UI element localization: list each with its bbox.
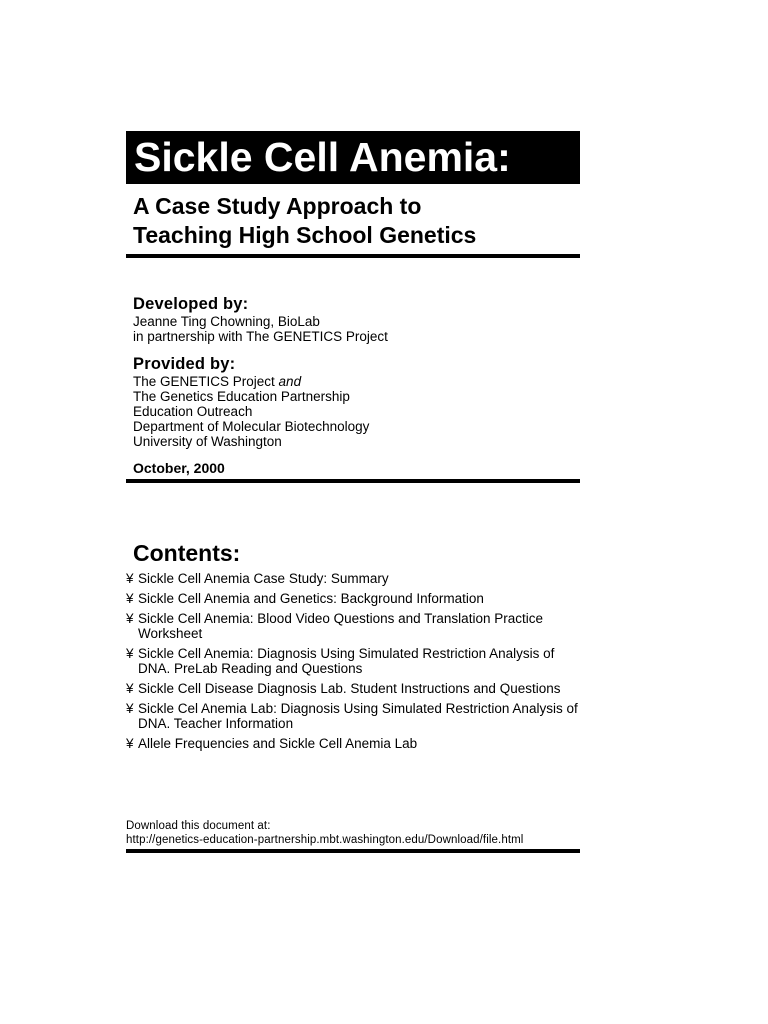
download-url: http://genetics-education-partnership.mbt.washington.edu/Download/file.html [126, 834, 524, 846]
contents-item-text: Sickle Cell Anemia and Genetics: Background Information [138, 591, 484, 606]
developed-by-line: Jeanne Ting Chowning, BioLab [133, 314, 320, 329]
document-title: Sickle Cell Anemia: [126, 131, 580, 184]
contents-list [126, 571, 580, 751]
download-label: Download this document at: [126, 820, 271, 832]
contents-item-text: Sickle Cell Anemia: Blood Video Questions and Translation Practice Worksheet [138, 611, 543, 641]
contents-item-text: Sickle Cell Anemia: Diagnosis Using Simulated Restriction Analysis of DNA. PreLab Reading and Questions [138, 646, 555, 676]
bullet-marker: ¥ [126, 681, 134, 696]
bullet-marker: ¥ [126, 611, 134, 626]
contents-item-text: Sickle Cell Disease Diagnosis Lab. Student Instructions and Questions [138, 681, 561, 696]
publication-date: October, 2000 [133, 460, 225, 476]
contents-item [126, 736, 580, 751]
provided-by-section [126, 354, 580, 449]
provided-by-heading: Provided by: [133, 355, 236, 373]
contents-item [126, 591, 580, 606]
developed-by-section [126, 294, 580, 344]
divider-rule [126, 479, 580, 483]
document-subtitle [126, 192, 580, 250]
divider-rule [126, 849, 580, 853]
bullet-marker: ¥ [126, 701, 134, 716]
subtitle-line-2: Teaching High School Genetics [133, 222, 477, 248]
contents-item [126, 571, 580, 586]
subtitle-line-1: A Case Study Approach to [133, 193, 422, 219]
provided-by-line: Department of Molecular Biotechnology [133, 419, 370, 434]
provided-by-line: University of Washington [133, 434, 282, 449]
provided-by-line: Education Outreach [133, 404, 253, 419]
provided-by-first-line-text: The GENETICS Project [133, 374, 279, 389]
contents-item-text: Sickle Cell Anemia Case Study: Summary [138, 571, 389, 586]
provided-by-first-line-italic: and [278, 374, 302, 389]
contents-item [126, 611, 580, 641]
developed-by-line: in partnership with The GENETICS Project [133, 329, 388, 344]
contents-item [126, 646, 580, 676]
download-notice [126, 819, 580, 847]
contents-item-text: Allele Frequencies and Sickle Cell Anemia Lab [138, 736, 418, 751]
bullet-marker: ¥ [126, 571, 134, 586]
divider-rule [126, 254, 580, 258]
bullet-marker: ¥ [126, 646, 134, 661]
contents-item-text: Sickle Cel Anemia Lab: Diagnosis Using Simulated Restriction Analysis of DNA. Teacher Information [138, 701, 578, 731]
contents-item [126, 701, 580, 731]
bullet-marker: ¥ [126, 591, 134, 606]
document-page [126, 131, 580, 853]
contents-item [126, 681, 580, 696]
developed-by-heading: Developed by: [133, 295, 249, 313]
contents-heading: Contents: [133, 540, 241, 566]
provided-by-line: The Genetics Education Partnership [133, 389, 350, 404]
provided-by-first-line [133, 374, 580, 389]
bullet-marker: ¥ [126, 736, 134, 751]
